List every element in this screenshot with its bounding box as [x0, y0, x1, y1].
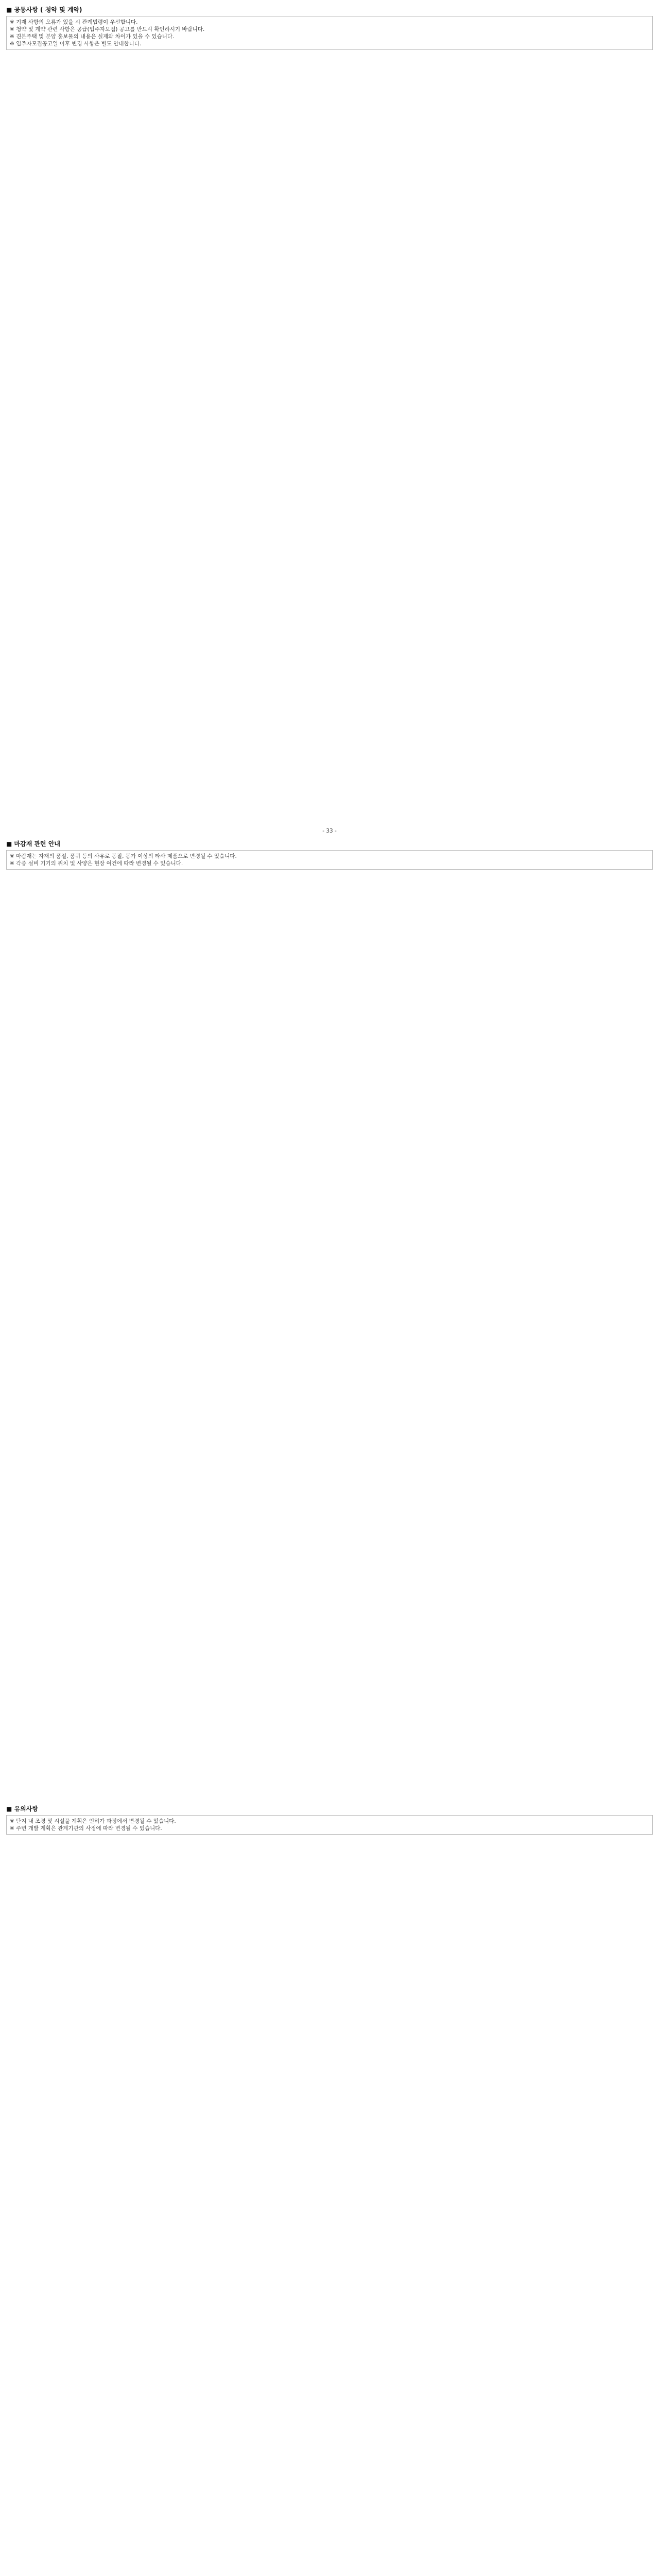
- notice-line: ※ 입주자모집공고일 이후 변경 사항은 별도 안내합니다.: [10, 41, 142, 47]
- notice-section-caution: [6, 1804, 653, 2576]
- notice-line: ※ 단지 내 조경 및 시설물 계획은 인허가 과정에서 변경될 수 있습니다.: [10, 1818, 176, 1824]
- notice-line: ※ 견본주택 및 분양 홍보물의 내용은 실제와 차이가 있을 수 있습니다.: [10, 33, 175, 40]
- notice-line: ※ 마감재는 자재의 품절, 품귀 등의 사유로 동질, 동가 이상의 타사 제품으로 변경될 수 있습니다.: [10, 853, 237, 859]
- notice-line: ※ 주변 개발 계획은 관계기관의 사정에 따라 변경될 수 있습니다.: [10, 1825, 162, 1832]
- notice-line: ※ 기재 사항의 오류가 있을 시 관계법령이 우선합니다.: [10, 19, 138, 25]
- section-title: ■ 공통사항 ( 청약 및 계약): [6, 6, 82, 13]
- section-title: ■ 마감재 관련 안내: [6, 840, 61, 848]
- document-page: [6, 0, 653, 2576]
- notice-box: [6, 850, 653, 870]
- notice-line: ※ 각종 설비 기기의 위치 및 사양은 현장 여건에 따라 변경될 수 있습니다.: [10, 860, 183, 867]
- notice-section-common: [6, 5, 653, 834]
- section-title: ■ 유의사항: [6, 1805, 38, 1812]
- page-number: - 33 -: [322, 828, 337, 834]
- notice-line: ※ 청약 및 계약 관련 사항은 공급(입주자모집) 공고를 반드시 확인하시기 바랍니다.: [10, 26, 205, 32]
- notice-box: [6, 1815, 653, 1835]
- notice-section-finish: [6, 839, 653, 1799]
- notice-box: [6, 16, 653, 50]
